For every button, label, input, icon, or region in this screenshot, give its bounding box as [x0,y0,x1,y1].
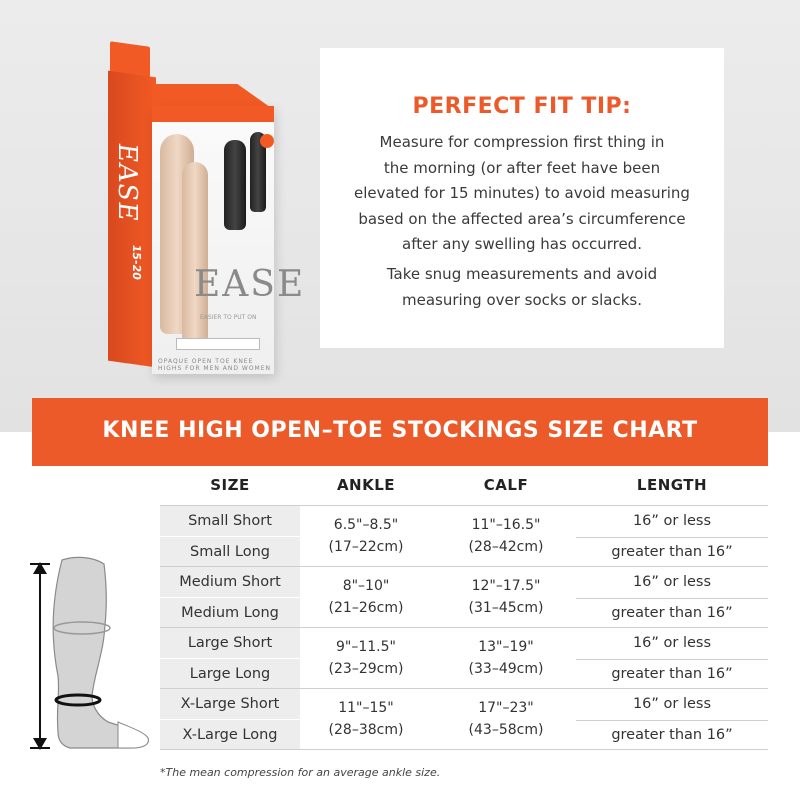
ankle-cell [296,697,436,741]
column-header-calf: CALF [483,476,529,494]
calf-cell [436,514,576,558]
calf-value: 11"–16.5" [471,517,541,533]
ankle-value: (17–22cm) [328,539,404,555]
ankle-value: (23–29cm) [328,661,404,677]
length-cell: greater than 16” [611,665,733,682]
box-front-tagline: EASIER TO PUT ON [200,314,257,321]
size-cell: Large Short [160,628,300,658]
fit-tip-line: Measure for compression first thing in [379,133,665,151]
length-cell: greater than 16” [611,543,733,560]
fit-tip-line: the morning (or after feet have been [383,158,661,177]
ankle-value: (28–38cm) [328,722,404,738]
calf-value: (31–45cm) [468,600,544,616]
column-header-ankle: ANKLE [336,476,396,494]
length-cell: 16” or less [632,513,712,529]
calf-cell [436,636,576,680]
box-side-brand: EASE [112,141,142,224]
calf-value: (28–42cm) [468,539,544,555]
length-cell: 16” or less [632,635,712,651]
size-cell: Large Long [160,659,300,689]
box-side-panel [108,71,156,368]
table-bottom-line [160,749,768,750]
column-header-length: LENGTH [636,476,708,494]
ankle-value: 9"–11.5" [336,639,396,655]
fit-tip-line: based on the affected area’s circumference [358,209,686,228]
calf-value: 13"–19" [478,639,534,655]
ankle-cell [296,575,436,619]
fit-tip-title: PERFECT FIT TIP: [412,94,632,119]
size-cell: X-Large Short [160,689,300,719]
size-cell: Small Long [160,537,300,567]
calf-value: (33–49cm) [468,661,544,677]
column-header-size: SIZE [210,476,250,494]
calf-value: (43–58cm) [468,722,544,738]
fit-tip-card [320,48,724,348]
footnote: *The mean compression for an average ankle size. [160,766,441,779]
length-cell: greater than 16” [611,726,733,743]
calf-value: 17"–23" [478,700,534,716]
box-front-brand: EASE [194,264,306,305]
ankle-value: 6.5"–8.5" [333,517,399,533]
black-stocking-leg-image [224,140,246,230]
calf-cell [436,697,576,741]
ankle-value: 11"–15" [338,700,394,716]
box-side-compression: 15-20 [130,243,143,281]
size-cell: X-Large Long [160,720,300,750]
fit-tip-paragraph-2 [340,262,704,313]
fit-tip-line: after any swelling has occurred. [402,235,642,253]
length-cell: greater than 16” [611,604,733,621]
ankle-value: 8"–10" [342,578,390,594]
box-front-label [176,338,260,350]
fit-tip-paragraph-1 [340,130,704,258]
box-badge-icon [260,134,274,148]
size-chart-title: KNEE HIGH OPEN–TOE STOCKINGS SIZE CHART [102,418,698,443]
size-cell: Medium Short [160,567,300,597]
calf-cell [436,575,576,619]
ankle-cell [296,514,436,558]
calf-value: 12"–17.5" [471,578,541,594]
product-box-image [96,44,306,374]
ankle-value: (21–26cm) [328,600,404,616]
size-chart-banner [32,398,768,466]
ankle-cell [296,636,436,680]
fit-tip-line: Take snug measurements and avoid [386,265,658,283]
box-front-panel [152,106,306,374]
size-cell: Small Short [160,506,300,536]
leg-measurement-diagram-icon [22,556,156,752]
length-cell: 16” or less [632,574,712,590]
length-cell: 16” or less [632,696,712,712]
size-cell: Medium Long [160,598,300,628]
fit-tip-line: elevated for 15 minutes) to avoid measuring [354,184,690,202]
fit-tip-line: measuring over socks or slacks. [401,290,642,309]
box-front-bottom-text: OPAQUE OPEN TOE KNEE HIGHS FOR MEN AND WOMEN [158,358,272,372]
